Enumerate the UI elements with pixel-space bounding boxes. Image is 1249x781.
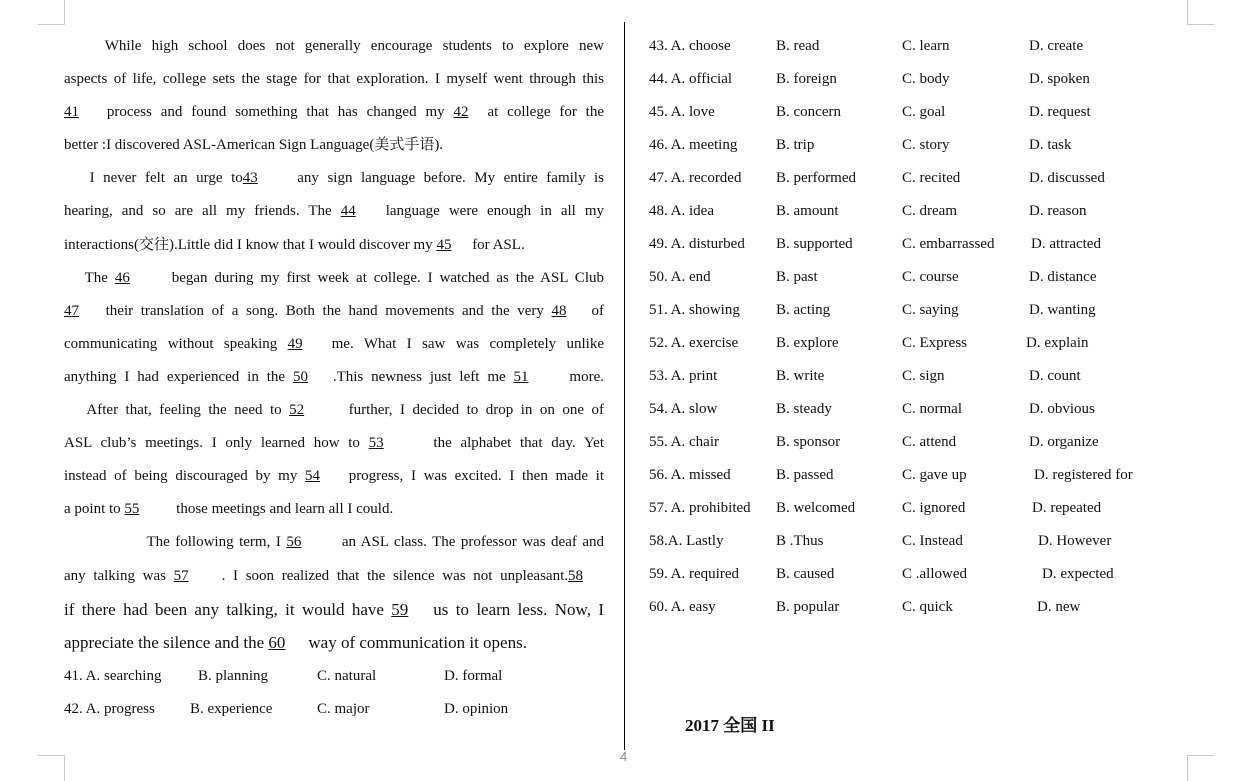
passage-line [64, 526, 604, 559]
option-b: B. sponsor [776, 434, 841, 450]
option-d: D. new [1037, 599, 1081, 615]
option-b: B. popular [776, 599, 840, 615]
question-row [64, 660, 604, 693]
passage-text: the alphabet that day. Yet [424, 435, 604, 452]
exam-label: 2017 全国 II [685, 716, 775, 735]
passage-text: communicating without speaking [64, 335, 288, 352]
option-d: D. formal [444, 668, 503, 684]
blank-47: 47 [64, 302, 79, 319]
passage-text: aspects of life, college sets the stage for that exploration. I myself went through this [64, 71, 604, 88]
option-d: D. reason [1029, 203, 1087, 219]
passage-text: language were enough in all my [376, 203, 604, 220]
option-c: C. recited [902, 170, 961, 186]
question-row [649, 30, 1209, 63]
passage-line [64, 129, 604, 162]
option-a: 52. A. exercise [649, 335, 739, 351]
question-row [649, 459, 1209, 492]
passage-text: .This newness just left me [324, 368, 514, 385]
option-d: D. wanting [1029, 302, 1096, 318]
option-a: 42. A. progress [64, 701, 155, 717]
option-c: C. embarrassed [902, 236, 995, 252]
option-b: B. read [776, 38, 820, 54]
option-d: D. opinion [444, 701, 509, 717]
passage-text: us to learn less. Now, I [433, 599, 604, 619]
option-b: B. past [776, 269, 818, 285]
passage-line [64, 162, 604, 195]
option-c: C .allowed [902, 566, 967, 582]
option-a: 57. A. prohibited [649, 500, 751, 516]
passage-text: better :I discovered ASL-American Sign Language(美式手语). [64, 137, 444, 154]
passage-text: further, I decided to drop in on one of [341, 402, 604, 419]
option-c: C. quick [902, 599, 953, 615]
option-c: C. saying [902, 302, 959, 318]
blank-60: 60 [268, 632, 286, 652]
passage-line [64, 262, 604, 295]
blank-42: 42 [453, 104, 469, 121]
passage-text: After that, feeling the need to [64, 402, 290, 419]
option-c: C. attend [902, 434, 957, 450]
crop-mark-bottom-right [1187, 755, 1214, 781]
passage-text: any sign language before. My entire family is [288, 170, 604, 187]
passage-line [64, 493, 604, 526]
passage-line [64, 626, 604, 659]
passage-text: for ASL. [468, 236, 525, 253]
option-d: D. count [1029, 368, 1081, 384]
question-row [649, 360, 1209, 393]
passage-line [64, 229, 604, 262]
option-c: C. goal [902, 104, 946, 120]
passage-text: progress, I was excited. I then made it [341, 468, 605, 485]
passage-line [64, 560, 604, 593]
page-number: 4 [620, 749, 628, 764]
option-d: D. attracted [1031, 236, 1101, 252]
question-row [649, 327, 1209, 360]
question-row [649, 558, 1209, 591]
option-a: 55. A. chair [649, 434, 719, 450]
option-a: 49. A. disturbed [649, 236, 745, 252]
blank-51: 51 [513, 368, 529, 385]
option-b: B. acting [776, 302, 831, 318]
blank-50: 50 [292, 368, 308, 385]
passage-text: ASL club’s meetings. I only learned how to [64, 435, 369, 452]
option-b: B. steady [776, 401, 832, 417]
option-a: 60. A. easy [649, 599, 716, 615]
question-row [649, 195, 1209, 228]
blank-54: 54 [305, 468, 321, 485]
passage-line [64, 96, 604, 129]
options-left-column [64, 660, 604, 726]
crop-mark-top-right [1187, 0, 1214, 25]
blank-45: 45 [436, 236, 452, 253]
option-c: C. gave up [902, 467, 967, 483]
option-b: B. experience [190, 701, 273, 717]
option-a: 46. A. meeting [649, 137, 738, 153]
question-row [649, 129, 1209, 162]
option-a: 58.A. Lastly [649, 533, 724, 549]
crop-mark-top-left [38, 0, 65, 25]
blank-49: 49 [287, 335, 303, 352]
passage-line [64, 195, 604, 228]
passage-text: hearing, and so are all my friends. The [64, 203, 341, 220]
passage-text: any talking was [64, 567, 174, 584]
option-a: 50. A. end [649, 269, 711, 285]
passage-text: at college for the [487, 104, 605, 121]
blank-44: 44 [340, 203, 356, 220]
question-row [649, 492, 1209, 525]
option-d: D. spoken [1029, 71, 1090, 87]
option-c: C. sign [902, 368, 945, 384]
passage-text: those meetings and learn all I could. [172, 501, 394, 518]
blank-41: 41 [64, 104, 79, 121]
option-a: 56. A. missed [649, 467, 731, 483]
passage-text: The following term, I [64, 534, 287, 551]
passage-line [64, 30, 604, 63]
blank-57: 57 [173, 567, 189, 584]
option-d: D. registered for [1034, 467, 1133, 483]
option-a: 59. A. required [649, 566, 739, 582]
option-b: B. trip [776, 137, 815, 153]
option-b: B. caused [776, 566, 835, 582]
blank-55: 55 [124, 501, 140, 518]
passage-text: way of communication it opens. [308, 632, 527, 652]
passage-text: instead of being discouraged by my [64, 468, 306, 485]
question-row [649, 591, 1209, 624]
passage-text: The [64, 269, 115, 286]
blank-59: 59 [391, 599, 409, 619]
question-row [64, 693, 604, 726]
option-b: B. welcomed [776, 500, 856, 516]
option-b: B. planning [198, 668, 268, 684]
passage-text: process and found something that has changed my [98, 104, 454, 121]
option-b: B. amount [776, 203, 839, 219]
option-d: D. repeated [1032, 500, 1102, 516]
option-b: B. supported [776, 236, 853, 252]
option-d: D. However [1038, 533, 1112, 549]
crop-mark-bottom-left [38, 755, 65, 781]
passage-line [64, 295, 604, 328]
passage-text: While high school does not generally encourage students to explore new [64, 38, 604, 54]
question-row [649, 393, 1209, 426]
option-c: C. story [902, 137, 950, 153]
blank-56: 56 [286, 534, 302, 551]
option-d: D. obvious [1029, 401, 1095, 417]
passage-text: I never felt an urge to [64, 170, 243, 187]
passage-text: interactions(交往).Little did I know that I would discover my [64, 236, 437, 253]
option-c: C. learn [902, 38, 950, 54]
option-a: 47. A. recorded [649, 170, 742, 186]
passage-line [64, 63, 604, 96]
option-b: B .Thus [776, 533, 824, 549]
option-d: D. discussed [1029, 170, 1105, 186]
blank-43: 43 [242, 170, 258, 187]
option-a: 44. A. official [649, 71, 733, 87]
option-c: C. ignored [902, 500, 966, 516]
passage-line [64, 361, 604, 394]
question-row [649, 228, 1209, 261]
option-d: D. expected [1042, 566, 1114, 582]
question-row [649, 162, 1209, 195]
option-a: 43. A. choose [649, 38, 731, 54]
option-d: D. task [1029, 137, 1072, 153]
option-c: C. course [902, 269, 959, 285]
question-row [649, 525, 1209, 558]
option-a: 48. A. idea [649, 203, 714, 219]
option-b: B. passed [776, 467, 834, 483]
column-divider [624, 22, 625, 750]
passage-text: appreciate the silence and the [64, 632, 269, 652]
option-c: C. natural [317, 668, 377, 684]
passage-text: of [591, 302, 604, 319]
passage-text: began during my first week at college. I watched as the ASL Club [164, 269, 604, 286]
option-c: C. dream [902, 203, 957, 219]
passage-text: . I soon realized that the silence was not unpleasant. [221, 567, 568, 584]
option-a: 54. A. slow [649, 401, 718, 417]
option-c: C. body [902, 71, 950, 87]
option-c: C. Instead [902, 533, 963, 549]
passage-text: a point to [64, 501, 125, 518]
option-a: 45. A. love [649, 104, 715, 120]
option-c: C. Express [902, 335, 967, 351]
options-right-column [649, 30, 1209, 624]
blank-53: 53 [368, 435, 384, 452]
passage-line [64, 394, 604, 427]
option-b: B. concern [776, 104, 841, 120]
passage-text: anything I had experienced in the [64, 368, 293, 385]
passage-text: an ASL class. The professor was deaf and [336, 534, 605, 551]
question-row [649, 294, 1209, 327]
option-d: D. request [1029, 104, 1091, 120]
option-c: C. major [317, 701, 370, 717]
blank-58: 58 [568, 567, 583, 584]
option-a: 51. A. showing [649, 302, 740, 318]
option-b: B. explore [776, 335, 839, 351]
option-b: B. foreign [776, 71, 837, 87]
option-a: 53. A. print [649, 368, 718, 384]
option-b: B. performed [776, 170, 856, 186]
passage-text: if there had been any talking, it would have [64, 599, 392, 619]
passage-text: me. What I saw was completely unlike [331, 335, 605, 352]
option-d: D. distance [1029, 269, 1097, 285]
question-row [649, 96, 1209, 129]
question-row [649, 426, 1209, 459]
option-d: D. organize [1029, 434, 1099, 450]
cloze-passage [64, 30, 604, 659]
blank-46: 46 [114, 269, 130, 286]
question-row [649, 63, 1209, 96]
option-c: C. normal [902, 401, 962, 417]
passage-text: their translation of a song. Both the hand movements and the very [98, 302, 552, 319]
option-b: B. write [776, 368, 825, 384]
passage-line [64, 328, 604, 361]
passage-text: more. [561, 368, 604, 385]
question-row [649, 261, 1209, 294]
passage-line [64, 427, 604, 460]
option-a: 41. A. searching [64, 668, 162, 684]
passage-line [64, 593, 604, 626]
passage-line [64, 460, 604, 493]
blank-52: 52 [289, 402, 305, 419]
option-d: D. explain [1026, 335, 1089, 351]
blank-48: 48 [551, 302, 567, 319]
option-d: D. create [1029, 38, 1084, 54]
